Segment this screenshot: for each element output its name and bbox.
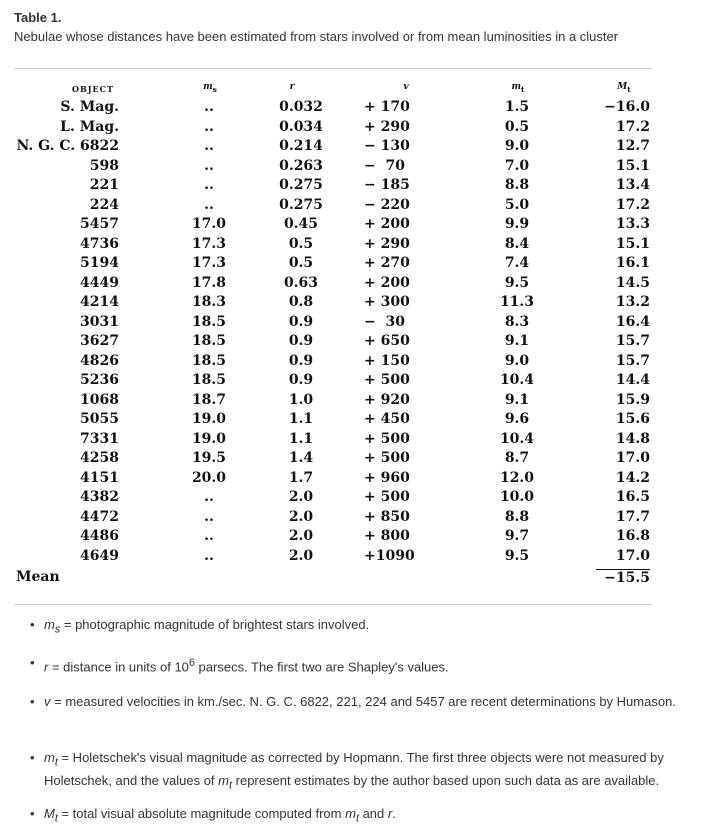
cell-object: 7331 — [80, 430, 119, 447]
cell-object: S. Mag. — [60, 99, 119, 115]
cell-mt: 5.0 — [504, 196, 530, 213]
table-row — [14, 488, 652, 508]
cell-v: + 290 — [364, 118, 410, 135]
cell-ms: 17.3 — [191, 235, 227, 252]
cell-Mt: 14.8 — [615, 430, 650, 447]
cell-r: 0.034 — [279, 118, 323, 135]
cell-v: + 200 — [364, 274, 410, 291]
cell-ms: 18.7 — [191, 391, 227, 408]
table-row — [14, 196, 652, 216]
cell-ms: 18.5 — [191, 352, 227, 369]
cell-object: 3627 — [80, 333, 119, 349]
cell-ms: 20.0 — [191, 469, 227, 486]
cell-v: + 300 — [364, 294, 410, 310]
cell-v: + 960 — [364, 469, 410, 486]
cell-Mt: 15.7 — [615, 333, 650, 349]
cell-ms: .. — [204, 177, 214, 193]
cell-ms: 19.0 — [191, 430, 227, 447]
cell-v: + 500 — [364, 489, 410, 505]
header-object: OBJECT — [72, 84, 114, 94]
cell-Mt: 16.4 — [615, 313, 650, 330]
cell-object: 4649 — [80, 547, 119, 564]
cell-ms: 18.3 — [191, 294, 227, 310]
cell-Mt: 17.2 — [615, 118, 650, 135]
note-v: • v = measured velocities in km./sec. N. G. C. 6822, 221, 224 and 5457 are recent determinations by Humason. — [30, 694, 676, 709]
cell-ms: 17.8 — [191, 274, 227, 291]
cell-Mt: 13.3 — [615, 216, 650, 232]
header-r: r — [289, 82, 295, 92]
table-row — [14, 547, 652, 567]
table-row — [14, 313, 652, 333]
table-row — [14, 527, 652, 547]
cell-r: 0.9 — [288, 333, 314, 349]
table-row — [14, 157, 652, 177]
cell-object: 4382 — [80, 489, 119, 505]
cell-r: 1.4 — [288, 450, 314, 466]
cell-Mt: 12.7 — [615, 138, 650, 154]
cell-mt: 8.8 — [504, 508, 530, 525]
divider-top — [14, 68, 652, 69]
cell-r: 0.5 — [288, 255, 314, 271]
header-v: v — [403, 82, 409, 92]
table-row — [14, 137, 652, 157]
cell-Mt: 15.9 — [615, 391, 650, 408]
cell-v: − 70 — [364, 157, 405, 174]
cell-Mt: 13.2 — [615, 294, 650, 310]
cell-mt: 7.0 — [504, 157, 530, 174]
cell-Mt: −16.0 — [604, 99, 650, 115]
cell-v: + 200 — [364, 216, 410, 232]
note-mt: • $m_t$ = Holetschek's visual magnitude as corrected by Hopmann. The first three objects were not measured by Holetschek, and the values of $m_t$ represent estimates by the author based upon such data as are available. — [30, 750, 664, 792]
cell-mt: 9.7 — [504, 528, 530, 544]
cell-v: − 30 — [364, 313, 405, 330]
cell-r: 0.63 — [283, 274, 319, 291]
table-row — [14, 293, 652, 313]
cell-ms: 17.0 — [191, 216, 227, 232]
cell-mt: 11.3 — [499, 294, 535, 310]
table-caption-label: Table 1. — [14, 10, 62, 25]
cell-Mt: 14.5 — [615, 274, 650, 291]
cell-mt: 9.1 — [504, 391, 530, 408]
table-row — [14, 98, 652, 118]
bullet-icon: • — [30, 750, 35, 765]
cell-ms: .. — [204, 528, 214, 544]
table-row — [14, 371, 652, 391]
cell-ms: 19.0 — [191, 411, 227, 427]
cell-r: 2.0 — [288, 547, 314, 564]
cell-object: 5236 — [80, 372, 119, 388]
cell-ms: .. — [204, 489, 214, 505]
cell-ms: .. — [204, 157, 214, 174]
cell-v: + 150 — [364, 352, 410, 369]
cell-v: − 130 — [364, 138, 410, 154]
cell-ms: .. — [204, 508, 214, 525]
cell-v: + 500 — [364, 430, 410, 447]
cell-r: 0.9 — [288, 372, 314, 388]
cell-v: + 800 — [364, 528, 410, 544]
table-caption-text: Nebulae whose distances have been estimated from stars involved or from mean luminosities in a cluster — [14, 29, 619, 44]
cell-mt: 1.5 — [504, 99, 530, 115]
cell-v: +1090 — [364, 547, 415, 564]
cell-object: 4214 — [80, 294, 119, 310]
cell-object: 224 — [89, 196, 119, 213]
cell-mt: 0.5 — [504, 118, 530, 135]
header-Mt: $M_t$ — [617, 82, 631, 94]
note-ms: • $m_s$ = photographic magnitude of brightest stars involved. — [30, 617, 370, 636]
cell-v: + 850 — [364, 508, 410, 525]
table-row — [14, 469, 652, 489]
cell-mt: 10.4 — [499, 372, 535, 388]
table-row — [14, 352, 652, 372]
cell-mt: 8.7 — [504, 450, 530, 466]
table-row — [14, 430, 652, 450]
cell-r: 1.1 — [288, 411, 314, 427]
cell-ms: 18.5 — [191, 372, 227, 388]
table-row — [14, 274, 652, 294]
table-row — [14, 449, 652, 469]
cell-r: 0.263 — [279, 157, 323, 174]
table-row — [14, 391, 652, 411]
cell-mt: 9.5 — [504, 274, 530, 291]
cell-object: 598 — [89, 157, 119, 174]
cell-ms: 19.5 — [191, 450, 227, 466]
bullet-icon: • — [30, 655, 35, 670]
cell-r: 0.45 — [283, 216, 319, 232]
cell-v: + 170 — [364, 99, 410, 115]
mean-label: Mean — [16, 569, 60, 585]
cell-object: 1068 — [80, 391, 119, 408]
cell-mt: 10.4 — [499, 430, 535, 447]
cell-object: 5194 — [80, 255, 119, 271]
table-row — [14, 215, 652, 235]
cell-Mt: 17.2 — [615, 196, 650, 213]
cell-object: L. Mag. — [60, 118, 119, 135]
cell-r: 0.275 — [279, 196, 323, 213]
cell-Mt: 14.4 — [615, 372, 650, 388]
cell-Mt: 16.1 — [615, 255, 650, 271]
cell-ms: .. — [204, 118, 214, 135]
cell-v: + 500 — [364, 372, 410, 388]
cell-r: 1.7 — [288, 469, 314, 486]
cell-mt: 9.6 — [504, 411, 530, 427]
cell-r: 0.8 — [288, 294, 314, 310]
table-row — [14, 118, 652, 138]
cell-v: + 650 — [364, 333, 410, 349]
cell-Mt: 15.7 — [615, 352, 650, 369]
cell-mt: 7.4 — [504, 255, 530, 271]
cell-v: + 270 — [364, 255, 410, 271]
cell-v: + 450 — [364, 411, 410, 427]
cell-v: + 920 — [364, 391, 410, 408]
nebulae-table — [14, 80, 652, 588]
cell-object: 4486 — [80, 528, 119, 544]
bullet-icon: • — [30, 694, 35, 709]
cell-r: 0.275 — [279, 177, 323, 193]
cell-r: 2.0 — [288, 489, 314, 505]
cell-Mt: 16.8 — [615, 528, 650, 544]
cell-object: 4472 — [80, 508, 119, 525]
bullet-icon: • — [30, 806, 35, 821]
cell-mt: 9.0 — [504, 352, 530, 369]
cell-ms: .. — [204, 547, 214, 564]
cell-r: 0.032 — [279, 99, 323, 115]
header-mt: $m_t$ — [511, 82, 525, 94]
cell-v: + 500 — [364, 450, 410, 466]
cell-ms: 18.5 — [191, 333, 227, 349]
table-row — [14, 254, 652, 274]
cell-r: 0.214 — [279, 138, 323, 154]
cell-r: 0.9 — [288, 313, 314, 330]
header-ms: $m_s$ — [203, 82, 217, 94]
table-row — [14, 176, 652, 196]
cell-object: 5457 — [80, 216, 119, 232]
cell-ms: .. — [204, 196, 214, 213]
cell-mt: 8.8 — [504, 177, 530, 193]
cell-v: − 220 — [364, 196, 410, 213]
cell-Mt: 15.1 — [615, 157, 650, 174]
cell-object: 4736 — [80, 235, 119, 252]
cell-r: 1.1 — [288, 430, 314, 447]
cell-r: 0.9 — [288, 352, 314, 369]
cell-mt: 8.3 — [504, 313, 530, 330]
bullet-icon: • — [30, 617, 35, 632]
note-r: • r = distance in units of $10^6$ parsecs. The first two are Shapley's values. — [30, 655, 449, 675]
cell-Mt: 16.5 — [615, 489, 650, 505]
cell-ms: 18.5 — [191, 313, 227, 330]
cell-r: 2.0 — [288, 508, 314, 525]
cell-Mt: 15.1 — [615, 235, 650, 252]
cell-object: 221 — [89, 177, 119, 193]
cell-mt: 9.9 — [504, 216, 530, 232]
cell-ms: .. — [204, 99, 214, 115]
cell-Mt: 15.6 — [615, 411, 650, 427]
note-Mt: • $M_t$ = total visual absolute magnitude computed from $m_t$ and r. — [30, 806, 396, 825]
cell-mt: 8.4 — [504, 235, 530, 252]
cell-mt: 9.1 — [504, 333, 530, 349]
table-body — [14, 98, 652, 566]
mean-value: −15.5 — [596, 569, 650, 587]
table-row — [14, 508, 652, 528]
cell-object: 4258 — [80, 450, 119, 466]
cell-Mt: 13.4 — [615, 177, 650, 193]
cell-object: 4826 — [80, 352, 119, 369]
cell-ms: 17.3 — [191, 255, 227, 271]
cell-v: + 290 — [364, 235, 410, 252]
cell-object: 5055 — [80, 411, 119, 427]
cell-mt: 9.0 — [504, 138, 530, 154]
table-row — [14, 410, 652, 430]
cell-mt: 12.0 — [499, 469, 535, 486]
cell-v: − 185 — [364, 177, 410, 193]
cell-mt: 10.0 — [499, 489, 535, 505]
cell-object: 3031 — [80, 313, 119, 330]
cell-Mt: 17.0 — [615, 547, 650, 564]
cell-Mt: 17.7 — [615, 508, 650, 525]
table-row — [14, 235, 652, 255]
cell-r: 1.0 — [288, 391, 314, 408]
table-row — [14, 332, 652, 352]
cell-r: 2.0 — [288, 528, 314, 544]
cell-object: 4151 — [80, 469, 119, 486]
cell-Mt: 17.0 — [615, 450, 650, 466]
divider-bottom — [14, 604, 652, 605]
cell-object: 4449 — [80, 274, 119, 291]
cell-r: 0.5 — [288, 235, 314, 252]
cell-object: N. G. C. 6822 — [16, 138, 119, 154]
cell-Mt: 14.2 — [615, 469, 650, 486]
cell-ms: .. — [204, 138, 214, 154]
cell-mt: 9.5 — [504, 547, 530, 564]
